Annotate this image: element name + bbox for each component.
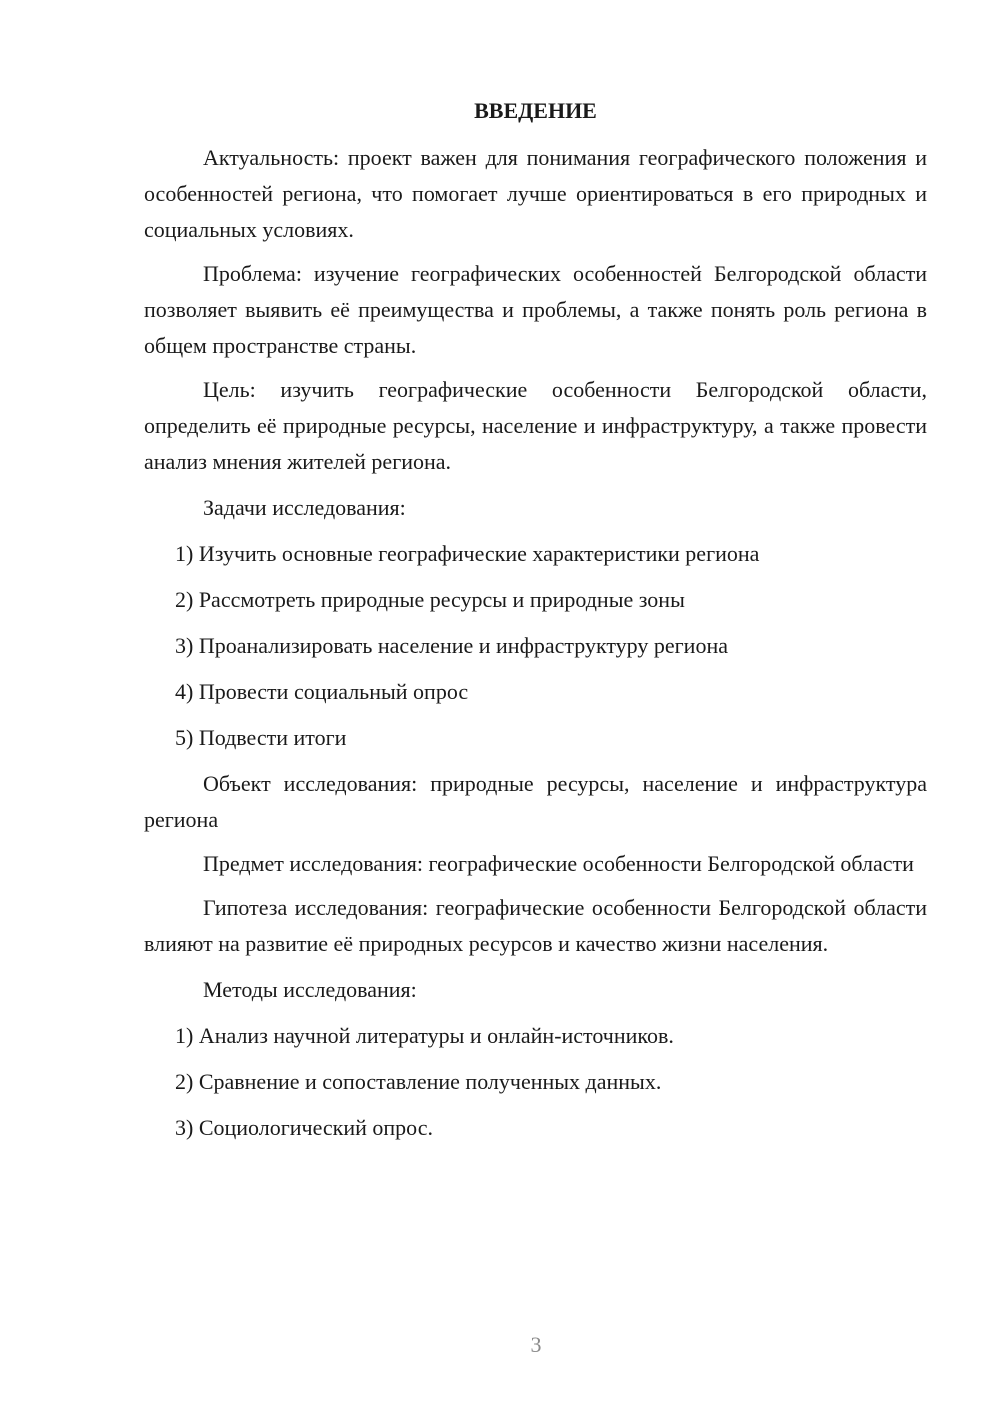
problem-paragraph: Проблема: изучение географических особенностей Белгородской области позволяет выявить её преимущества и проблемы, а также понять роль региона в общем пространстве страны. (144, 261, 927, 358)
list-item: 2) Рассмотреть природные ресурсы и природные зоны (175, 587, 685, 612)
document-page (144, 96, 927, 1156)
list-item: 3) Социологический опрос. (175, 1115, 433, 1140)
section-title: ВВЕДЕНИЕ (474, 98, 597, 123)
actuality-paragraph: Актуальность: проект важен для понимания географического положения и особенностей региона, что помогает лучше ориентироваться в его природных и социальных условиях. (144, 145, 927, 242)
list-item: 2) Сравнение и сопоставление полученных данных. (175, 1069, 662, 1094)
tasks-label: Задачи исследования: (203, 495, 406, 520)
page-number: 3 (530, 1332, 542, 1357)
subject-paragraph: Предмет исследования: географические особенности Белгородской области (203, 851, 914, 876)
methods-list (144, 1018, 927, 1146)
methods-label: Методы исследования: (203, 977, 417, 1002)
list-item: 3) Проанализировать население и инфраструктуру региона (175, 633, 728, 658)
list-item: 1) Изучить основные географические характеристики региона (175, 541, 760, 566)
list-item: 1) Анализ научной литературы и онлайн-источников. (175, 1023, 674, 1048)
goal-paragraph: Цель: изучить географические особенности Белгородской области, определить её природные ресурсы, население и инфраструктуру, а также провести анализ мнения жителей региона. (144, 377, 927, 474)
tasks-list (144, 536, 927, 756)
list-item: 5) Подвести итоги (175, 725, 347, 750)
list-item: 4) Провести социальный опрос (175, 679, 469, 704)
object-paragraph: Объект исследования: природные ресурсы, население и инфраструктура региона (144, 771, 927, 832)
hypothesis-paragraph: Гипотеза исследования: географические особенности Белгородской области влияют на развитие её природных ресурсов и качество жизни населения. (144, 895, 927, 956)
